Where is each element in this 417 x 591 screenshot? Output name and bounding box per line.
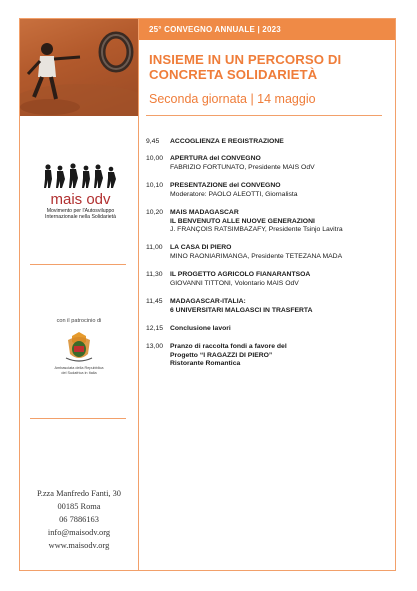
subtitle: Seconda giornata | 14 maggio	[149, 92, 316, 106]
contact-phone: 06 7886163	[59, 515, 99, 524]
program-item	[146, 209, 394, 235]
program-time: 12,15	[146, 325, 164, 332]
contact-city: 00185 Roma	[57, 502, 101, 511]
program-line: 6 UNIVERSITARI MALGASCI IN TRASFERTA	[170, 306, 313, 314]
logo-name: mais odv	[50, 191, 111, 208]
program-line: Pranzo di raccolta fondi a favore del	[170, 343, 287, 350]
program-time: 10,10	[146, 182, 164, 189]
logo-subtitle-2: Internazionale nella Solidarietà	[45, 214, 116, 220]
program-time: 10,00	[146, 155, 164, 162]
sidebar-rule-2	[30, 418, 126, 419]
contact-address: P.zza Manfredo Fanti, 30	[37, 489, 121, 498]
program-time: 10,20	[146, 209, 164, 216]
program-item	[146, 138, 394, 147]
patronage-label: con il patrocinio di	[56, 318, 102, 324]
program-time: 11,45	[146, 298, 163, 305]
program-line: IL BENVENUTO ALLE NUOVE GENERAZIONI	[170, 217, 315, 225]
program-line: J. FRANÇOIS RATSIMBAZAFY, Presidente Tsinjo Lavitra	[170, 226, 343, 234]
header-photo	[20, 19, 138, 116]
program-line: Ristorante Romantica	[170, 360, 241, 368]
people-silhouettes-icon	[38, 163, 123, 189]
program-item	[146, 298, 394, 315]
program-item	[146, 325, 394, 334]
sidebar-rule-1	[30, 264, 126, 265]
program-line: MAIS MADAGASCAR	[170, 209, 239, 216]
program-line: IL PROGETTO AGRICOLO FIANARANTSOA	[170, 271, 311, 278]
program-line: ACCOGLIENZA E REGISTRAZIONE	[170, 138, 284, 145]
program-line: Moderatore: PAOLO ALEOTTI, Giornalista	[170, 190, 298, 198]
program-line: PRESENTAZIONE del CONVEGNO	[170, 182, 281, 189]
coat-of-arms-icon	[60, 330, 98, 364]
program-time: 13,00	[146, 343, 164, 350]
program-item	[146, 271, 394, 288]
contact-block	[20, 487, 138, 552]
embassy-name	[20, 366, 138, 375]
program-time: 11,30	[146, 271, 163, 278]
program-line: Progetto “I RAGAZZI DI PIERO”	[170, 351, 273, 359]
mais-logo	[38, 163, 123, 220]
program-item	[146, 343, 394, 369]
program-line: MADAGASCAR-ITALIA:	[170, 298, 246, 305]
program-line: APERTURA del CONVEGNO	[170, 155, 261, 162]
embassy-line-2: del Sudafrica in Italia	[61, 370, 97, 375]
program-line: GIOVANNI TITTONI, Volontario MAIS OdV	[170, 279, 299, 287]
program-line: FABRIZIO FORTUNATO, Presidente MAIS OdV	[170, 163, 315, 171]
program-line: Conclusione lavori	[170, 325, 231, 332]
vertical-divider	[138, 18, 139, 571]
program-item	[146, 244, 394, 261]
page-title	[149, 52, 389, 82]
title-line-2: CONCRETA SOLIDARIETÀ	[149, 67, 318, 82]
program-time: 9,45	[146, 138, 160, 145]
program-item	[146, 155, 394, 172]
boy-with-tyre-illustration	[20, 19, 138, 116]
banner: 25° CONVEGNO ANNUALE | 2023	[139, 19, 395, 40]
contact-website[interactable]: www.maisodv.org	[48, 541, 110, 550]
program-time: 11,00	[146, 244, 163, 251]
program-line: MINO RAONIARIMANGA, Presidente TETEZANA MADA	[170, 252, 343, 260]
contact-email[interactable]: info@maisodv.org	[47, 528, 111, 537]
logo-subtitle-1: Movimento per l'Autosviluppo	[46, 208, 115, 214]
title-rule	[146, 115, 382, 116]
embassy-line-1: Ambasciata della Repubblica	[54, 366, 104, 370]
program-item	[146, 182, 394, 199]
program-line: LA CASA DI PIERO	[170, 244, 232, 251]
title-line-1: INSIEME IN UN PERCORSO DI	[149, 52, 342, 67]
